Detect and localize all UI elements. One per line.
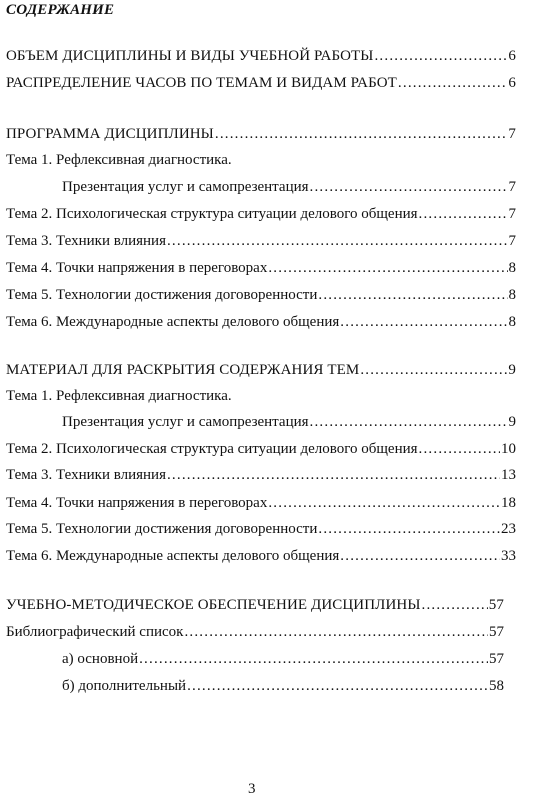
toc-entry-text: Тема 6. Международные аспекты делового общения bbox=[6, 548, 340, 564]
toc-entry bbox=[62, 178, 516, 196]
toc-entry-page: 7 bbox=[508, 233, 516, 249]
toc-entry-text: ПРОГРАММА ДИСЦИПЛИНЫ bbox=[6, 126, 214, 142]
toc-entry-page: 57 bbox=[488, 597, 504, 613]
toc-entry-text: Тема 2. Психологическая структура ситуации делового общения bbox=[6, 441, 418, 457]
toc-entry-page: 6 bbox=[508, 75, 516, 91]
toc-entry bbox=[6, 547, 516, 565]
toc-entry-page: 9 bbox=[508, 414, 516, 430]
toc-entry-page: 9 bbox=[508, 362, 516, 378]
toc-entry-text: Тема 6. Международные аспекты делового общения bbox=[6, 314, 340, 330]
toc-entry-text: Тема 5. Технологии достижения договоренности bbox=[6, 521, 318, 537]
toc-entry-page: 23 bbox=[501, 521, 516, 537]
toc-entry-text: УЧЕБНО-МЕТОДИЧЕСКОЕ ОБЕСПЕЧЕНИЕ ДИСЦИПЛИНЫ bbox=[6, 597, 421, 613]
toc-entry bbox=[6, 623, 504, 641]
page-title: СОДЕРЖАНИЕ bbox=[6, 2, 115, 18]
toc-entry-page: 57 bbox=[489, 624, 504, 640]
toc-leader-dots bbox=[419, 205, 508, 223]
toc-leader-dots bbox=[310, 178, 508, 196]
toc-entry bbox=[6, 596, 504, 614]
toc-leader-dots bbox=[318, 520, 500, 538]
toc-entry bbox=[6, 286, 516, 304]
toc-entry-text: Тема 4. Точки напряжения в переговорах bbox=[6, 260, 268, 276]
toc-entry-text: Тема 3. Техники влияния bbox=[6, 467, 166, 483]
toc-entry-text: ОБЪЕМ ДИСЦИПЛИНЫ И ВИДЫ УЧЕБНОЙ РАБОТЫ bbox=[6, 48, 374, 64]
toc-entry-text: б) дополнительный bbox=[62, 678, 187, 694]
toc-entry bbox=[6, 520, 516, 538]
toc-leader-dots bbox=[398, 74, 507, 92]
toc-leader-dots bbox=[419, 440, 500, 458]
toc-entry bbox=[6, 125, 516, 143]
toc-entry-page: 8 bbox=[508, 314, 516, 330]
toc-entry bbox=[6, 466, 516, 484]
toc-leader-dots bbox=[340, 313, 507, 331]
toc-entry-text: РАСПРЕДЕЛЕНИЕ ЧАСОВ ПО ТЕМАМ И ВИДАМ РАБОТ bbox=[6, 75, 397, 91]
toc-entry-text: Тема 5. Технологии достижения договоренности bbox=[6, 287, 318, 303]
toc-entry-page: 18 bbox=[501, 495, 516, 511]
toc-leader-dots bbox=[167, 232, 508, 250]
toc-leader-dots bbox=[215, 125, 508, 143]
toc-entry bbox=[6, 151, 232, 169]
toc-leader-dots bbox=[360, 361, 507, 379]
toc-entry-page: 7 bbox=[508, 179, 516, 195]
toc-entry-text: а) основной bbox=[62, 651, 139, 667]
toc-entry bbox=[6, 313, 516, 331]
toc-entry-text: Презентация услуг и самопрезентация bbox=[62, 179, 309, 195]
toc-entry-page: 33 bbox=[501, 548, 516, 564]
toc-entry bbox=[6, 494, 516, 512]
toc-entry-text: Тема 1. Рефлексивная диагностика. bbox=[6, 388, 232, 404]
toc-entry-text: МАТЕРИАЛ ДЛЯ РАСКРЫТИЯ СОДЕРЖАНИЯ ТЕМ bbox=[6, 362, 360, 378]
toc-entry-page: 58 bbox=[489, 678, 504, 694]
toc-entry bbox=[6, 232, 516, 250]
toc-entry bbox=[6, 387, 232, 405]
toc-entry bbox=[6, 74, 516, 92]
toc-entry-page: 10 bbox=[501, 441, 516, 457]
toc-leader-dots bbox=[340, 547, 500, 565]
toc-leader-dots bbox=[374, 47, 507, 65]
toc-entry bbox=[6, 361, 516, 379]
toc-entry bbox=[62, 413, 516, 431]
toc-leader-dots bbox=[268, 259, 507, 277]
toc-entry-page: 8 bbox=[508, 287, 516, 303]
toc-entry bbox=[62, 650, 504, 668]
toc-leader-dots bbox=[184, 623, 488, 641]
toc-entry bbox=[6, 205, 516, 223]
toc-entry bbox=[62, 677, 504, 695]
toc-entry-text: Тема 3. Техники влияния bbox=[6, 233, 166, 249]
toc-leader-dots bbox=[318, 286, 507, 304]
toc-entry bbox=[6, 440, 516, 458]
page-number: 3 bbox=[248, 781, 256, 797]
toc-entry bbox=[6, 47, 516, 65]
toc-leader-dots bbox=[167, 466, 500, 484]
toc-entry bbox=[6, 259, 516, 277]
toc-entry-page: 7 bbox=[508, 206, 516, 222]
toc-leader-dots bbox=[268, 494, 500, 512]
toc-entry-page: 57 bbox=[489, 651, 504, 667]
toc-entry-page: 8 bbox=[508, 260, 516, 276]
toc-leader-dots bbox=[139, 650, 488, 668]
toc-leader-dots bbox=[422, 596, 488, 614]
toc-entry-page: 13 bbox=[501, 467, 516, 483]
toc-leader-dots bbox=[310, 413, 508, 431]
toc-entry-text: Презентация услуг и самопрезентация bbox=[62, 414, 309, 430]
toc-entry-text: Тема 4. Точки напряжения в переговорах bbox=[6, 495, 268, 511]
toc-entry-page: 7 bbox=[508, 126, 516, 142]
toc-entry-text: Тема 1. Рефлексивная диагностика. bbox=[6, 152, 232, 168]
toc-entry-text: Библиографический список bbox=[6, 624, 184, 640]
toc-leader-dots bbox=[187, 677, 488, 695]
toc-entry-page: 6 bbox=[508, 48, 516, 64]
toc-entry-text: Тема 2. Психологическая структура ситуации делового общения bbox=[6, 206, 418, 222]
